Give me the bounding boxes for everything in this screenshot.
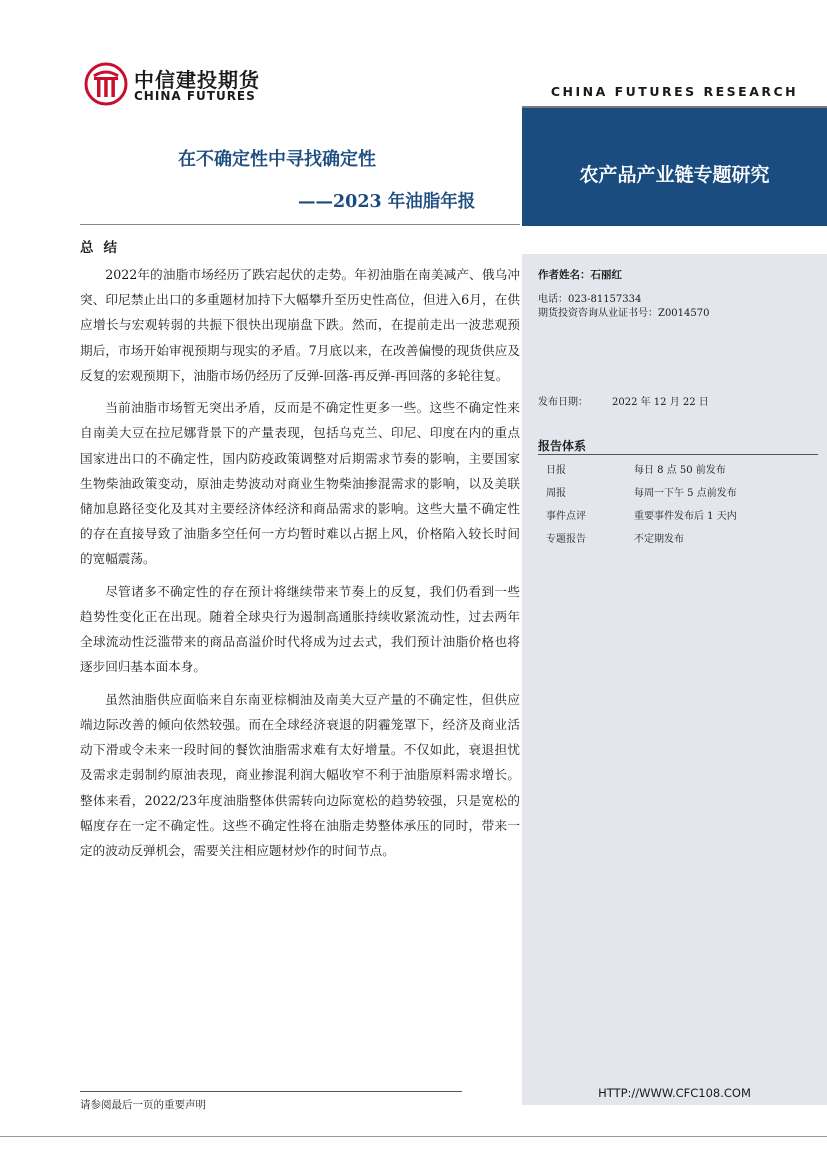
report-system-divider [538,454,818,455]
report-system-row [546,507,737,522]
author-phone: 电话：023-81157334 [538,294,642,305]
report-subtitle: ——2023 年油脂年报 [298,192,476,212]
report-system-name: 日报 [546,465,566,476]
page-bottom-divider [0,1136,827,1137]
summary-heading: 总结 [80,240,127,256]
report-system-title: 报告体系 [538,439,587,453]
summary-paragraph: 虽然油脂供应面临来自东南亚棕榈油及南美大豆产量的不确定性，但供应端边际改善的倾向依然较强。而在全球经济衰退的阴霾笼罩下，经济及商业活动下滑或令未来一段时间的餐饮油脂需求难有太好增量。不仅如此，衰退担忧及需求走弱制约原油表现，商业掺混利润大幅收窄不利于油脂原料需求增长。整体来看，2022/23年度油脂整体供需转向边际宽松的趋势较强，只是宽松的幅度存在一定不确定性。这些不确定性将在油脂走势整体承压的同时，带来一定的波动反弹机会，需要关注相应题材炒作的时间节点。 [80,691,520,859]
report-system-name: 周报 [546,488,566,499]
summary-paragraph: 当前油脂市场暂无突出矛盾，反而是不确定性更多一些。这些不确定性来自南美大豆在拉尼娜背景下的产量表现，包括乌克兰、印尼、印度在内的重点国家进出口的不确定性，国内防疫政策调整对后期需求节奏的影响，主要国家生物柴油政策变动，原油走势波动对商业生物柴油掺混需求的影响，以及美联储加息路径变化及其对主要经济体经济和商品需求的影响。这些大量不确定性的存在直接导致了油脂多空任何一方均暂时难以占据上风，价格陷入较长时间的宽幅震荡。 [80,400,520,567]
report-system-row [546,484,737,499]
report-system-name: 专题报告 [546,534,586,545]
author-license: 期货投资咨询从业证书号：Z0014570 [538,308,710,319]
header-research-label: CHINA FUTURES RESEARCH [550,84,799,99]
summary-paragraph: 尽管诸多不确定性的存在预计将继续带来节奏上的反复，我们仍看到一些趋势性变化正在出现。随着全球央行为遏制高通胀持续收紧流动性，过去两年全球流动性泛滥带来的商品高溢价时代将成为过去式，我们预计油脂价格也将逐步回归基本面本身。 [80,583,520,675]
report-system-desc: 每日 8 点 50 前发布 [634,465,726,476]
website-link[interactable]: HTTP://WWW.CFC108.COM [598,1086,751,1100]
publish-date-value: 2022 年 12 月 22 日 [612,397,709,408]
title-divider [80,224,520,225]
report-system-name: 事件点评 [546,511,586,522]
summary-paragraph: 2022年的油脂市场经历了跌宕起伏的走势。年初油脂在南美减产、俄乌冲突、印尼禁止出口的多重题材加持下大幅攀升至历史性高位，但进入6月，在供应增长与宏观转弱的共振下很快出现崩盘下跌。然而，在提前走出一波悲观预期后，市场开始审视预期与现实的矛盾。7月底以来，在改善偏慢的现货供应及反复的宏观预期下，油脂市场仍经历了反弹-回落-再反弹-再回落的多轮往复。 [80,267,520,383]
report-system-row [546,530,684,545]
logo-chinese-text: 中信建投期货 [134,68,260,92]
disclaimer-note: 请参阅最后一页的重要声明 [80,1099,206,1111]
author-name: 作者姓名：石丽红 [538,269,622,281]
report-category-title: 农产品产业链专题研究 [579,164,770,186]
side-panel [522,108,827,1105]
company-logo [84,62,284,108]
report-system-desc: 不定期发布 [634,534,684,545]
publish-date-label: 发布日期： [538,397,588,408]
footer-divider [80,1091,462,1092]
report-title: 在不确定性中寻找确定性 [178,149,376,170]
report-system-row [546,461,726,476]
report-system-desc: 每周一下午 5 点前发布 [634,488,737,499]
side-panel-gap [522,226,827,254]
china-futures-logo-icon [84,62,128,106]
summary-body [80,262,520,870]
logo-english-text: CHINA FUTURES [134,89,256,103]
report-system-desc: 重要事件发布后 1 天内 [634,511,737,522]
